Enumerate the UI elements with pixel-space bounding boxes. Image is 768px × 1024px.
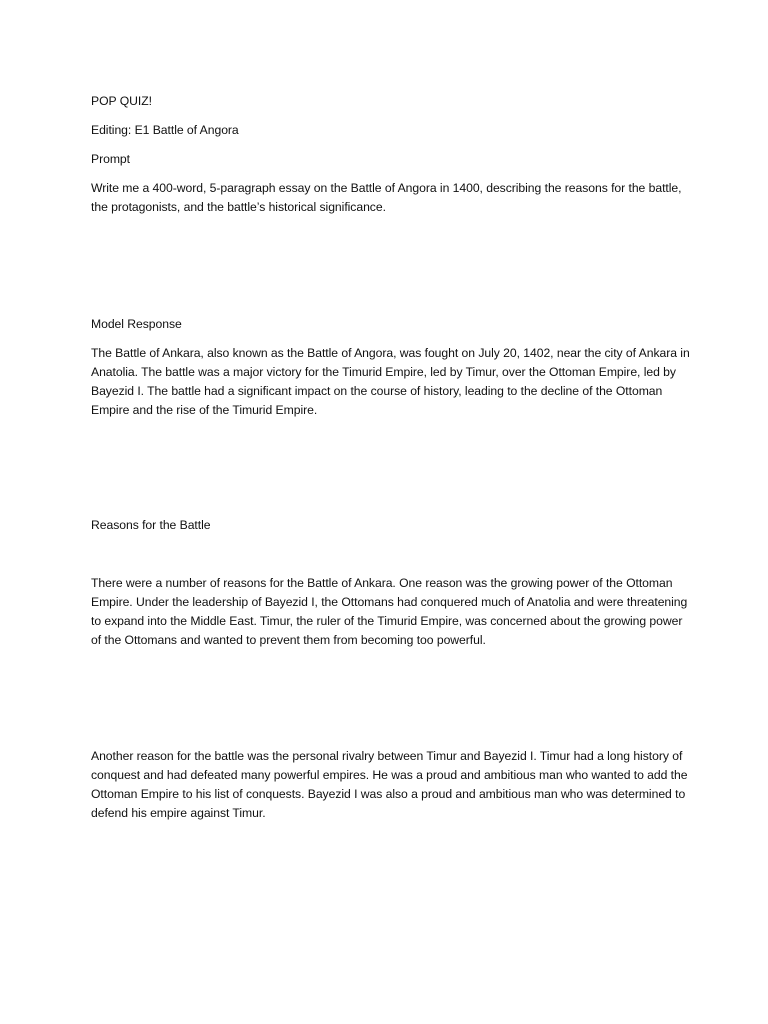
prompt-text: Write me a 400-word, 5-paragraph essay on the Battle of Angora in 1400, describing the reasons for the battle, the protagonists, and the battle’s historical significance. (91, 181, 682, 214)
intro-paragraph: The Battle of Ankara, also known as the Battle of Angora, was fought on July 20, 1402, near the city of Ankara in Anatolia. The battle was a major victory for the Timurid Empire, led by Timur, over the Ottoman Empire, led by Bayezid I. The battle had a significant impact on the course of history, leading to the decline of the Ottoman Empire and the rise of the Timurid Empire. (91, 346, 690, 417)
editing-line: Editing: E1 Battle of Angora (91, 123, 239, 137)
reasons-paragraph-2: Another reason for the battle was the personal rivalry between Timur and Bayezid I. Timur had a long history of conquest and had defeated many powerful empires. He was a proud and ambitious man who wanted to add the Ottoman Empire to his list of conquests. Bayezid I was also a proud and ambitious man who was determined to defend his empire against Timur. (91, 749, 688, 820)
model-response-heading: Model Response (91, 317, 182, 331)
reasons-paragraph-1: There were a number of reasons for the Battle of Ankara. One reason was the growing power of the Ottoman Empire. Under the leadership of Bayezid I, the Ottomans had conquered much of Anatolia and were threatening to expand into the Middle East. Timur, the ruler of the Timurid Empire, was concerned about the growing power of the Ottomans and wanted to prevent them from becoming too powerful. (91, 576, 688, 647)
prompt-heading: Prompt (91, 152, 130, 166)
quiz-title: POP QUIZ! (91, 94, 152, 108)
reasons-heading: Reasons for the Battle (91, 518, 211, 532)
